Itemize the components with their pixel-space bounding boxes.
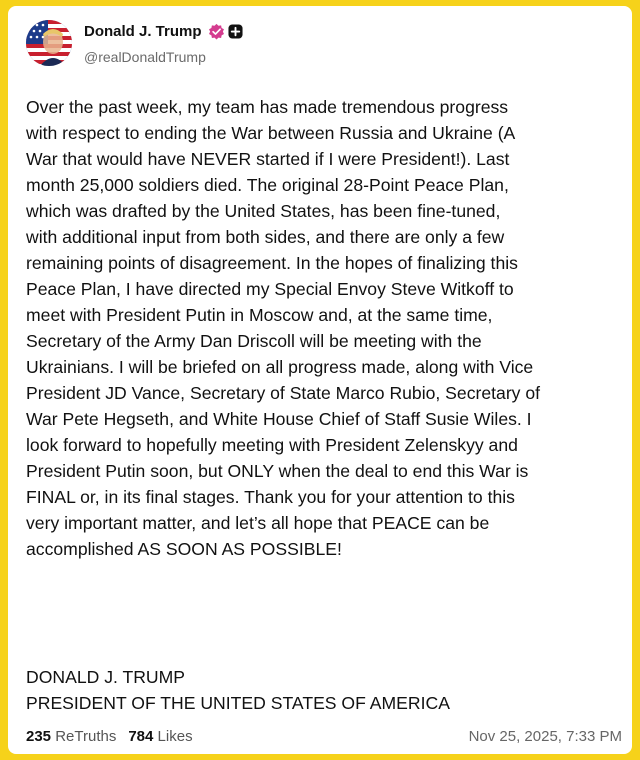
signature-title: PRESIDENT OF THE UNITED STATES OF AMERICA xyxy=(26,693,450,713)
author-line xyxy=(84,23,243,40)
author-name[interactable]: Donald J. Trump xyxy=(84,23,202,40)
likes-stat[interactable] xyxy=(128,728,192,745)
signature-name: DONALD J. TRUMP xyxy=(26,667,186,687)
retruths-stat[interactable] xyxy=(26,728,116,745)
retruths-label: ReTruths xyxy=(55,728,117,745)
plus-badge-icon xyxy=(228,24,243,39)
post-header xyxy=(24,16,614,72)
likes-count: 784 xyxy=(128,728,154,745)
engagement-stats xyxy=(26,728,193,745)
post-signature xyxy=(26,664,626,716)
likes-label: Likes xyxy=(157,728,193,745)
post-footer xyxy=(26,728,622,748)
post-card xyxy=(8,6,632,754)
post-body: Over the past week, my team has made tremendous progress with respect to ending the War between Russia and Ukraine (A War that would have NEVER started if I were President!). Last month 25,000 soldiers died. The original 28-Point Peace Plan, which was drafted by the United States, has been fine-tuned, with additional input from both sides, and there are only a few remaining points of disagreement. In the hopes of finalizing this Peace Plan, I have directed my Special Envoy Steve Witkoff to meet with President Putin in Moscow and, at the same time, Secretary of the Army Dan Driscoll will be meeting with the Ukrainians. I will be briefed on all progress made, along with Vice President JD Vance, Secretary of State Marco Rubio, Secretary of War Pete Hegseth, and White House Chief of Staff Susie Wiles. I look forward to hopefully meeting with President Zelenskyy and President Putin soon, but ONLY when the deal to end this War is FINAL or, in its final stages. Thank you for your attention to this very important matter, and let’s all hope that PEACE can be accomplished AS SOON AS POSSIBLE! xyxy=(26,97,541,559)
avatar[interactable] xyxy=(26,20,72,66)
verified-badge-icon xyxy=(208,23,225,40)
author-handle[interactable]: @realDonaldTrump xyxy=(84,49,206,65)
post-timestamp[interactable]: Nov 25, 2025, 7:33 PM xyxy=(468,728,622,745)
retruths-count: 235 xyxy=(26,728,52,745)
flag-portrait-avatar-icon xyxy=(26,20,72,66)
